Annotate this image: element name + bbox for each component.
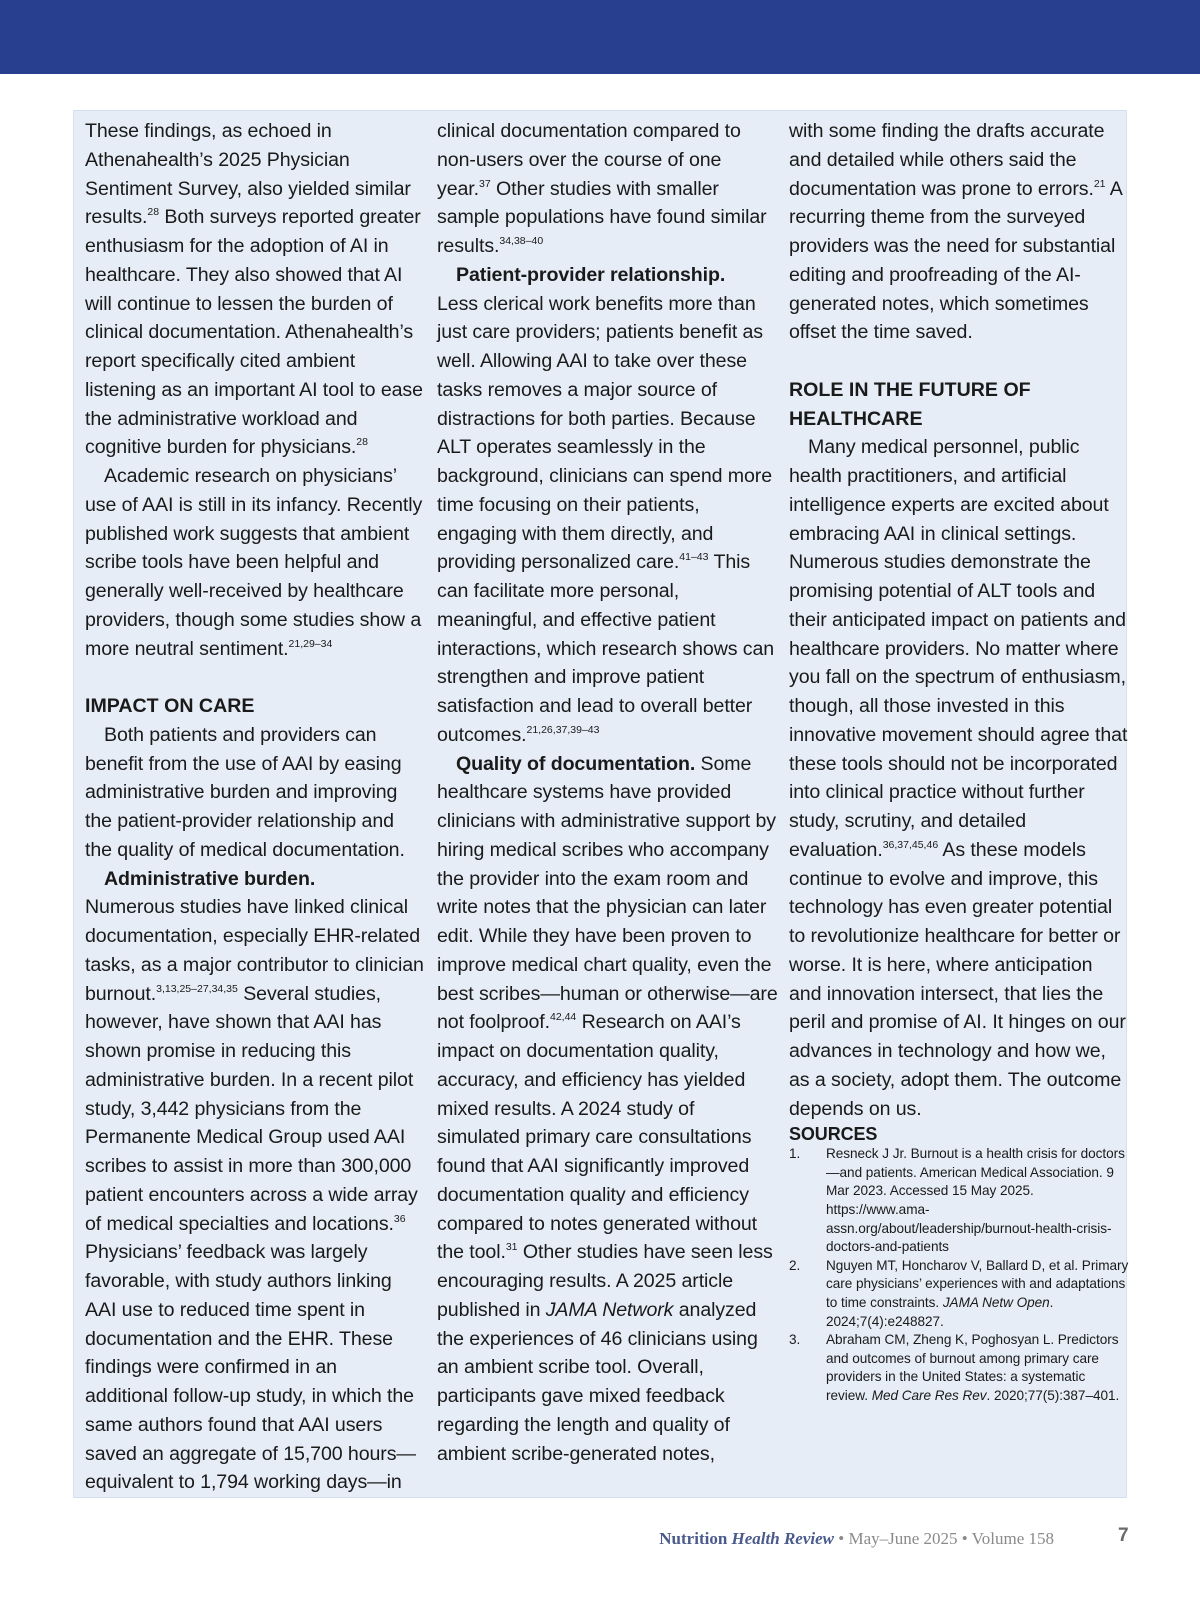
- journal-info: Nutrition Health Review • May–June 2025 • Volume 158: [659, 1529, 1054, 1548]
- paragraph: Many medical personnel, public health practitioners, and artificial intelligence experts are excited about embracing AAI in clinical settings. Numerous studies demonstrate the promising potential of ALT tools and their anticipated impact on patients and healthcare providers. No matter where you fall on the spectrum of enthusiasm, though, all those invested in this innovative movement should agree that these tools should not be incorporated into clinical practice without further study, scrutiny, and detailed evaluation.$^{36,37,45,46}$ As these models continue to evolve and improve, this technology has even greater potential to revolutionize healthcare for better or worse. It is here, where anticipation and innovation intersect, that lies the peril and promise of AI. It hinges on our advances in technology and how we, as a society, adopt them. The outcome depends on us.: [789, 436, 1128, 1120]
- article-column-2: [437, 117, 779, 1468]
- section-heading-role: ROLE IN THE FUTURE OF HEALTHCARE: [789, 378, 1031, 430]
- paragraph: Quality of documentation. Some healthcare systems have provided clinicians with administrative support by hiring medical scribes who accompany the provider into the exam room and write notes that the physician can later edit. While they have been proven to improve medical chart quality, even the best scribes—human or otherwise—are not foolproof.$^{42,44}$ Research on AAI’s impact on documentation quality, accuracy, and efficiency has yielded mixed results. A 2024 study of simulated primary care consultations found that AAI significantly improved documentation quality and efficiency compared to notes generated without the tool.$^{31}$ Other studies have seen less encouraging results. A 2025 article published in JAMA Network analyzed the experiences of 46 clinicians using an ambient scribe tool. Overall, participants gave mixed feedback regarding the length and quality of ambient scribe-generated notes,: [437, 752, 778, 1465]
- section-heading-impact: IMPACT ON CARE: [85, 695, 255, 717]
- paragraph: Numerous studies have linked clinical documentation, especially EHR-related tasks, as a major contributor to clinician burnout.$^{3,13,25-27,34,35}$ Several studies, however, have shown that AAI has shown promise in reducing this administrative burden. In a recent pilot study, 3,442 physicians from the Permanente Medical Group used AAI scribes to assist in more than 300,000 patient encounters across a wide array of medical specialties and locations.$^{36}$ Physicians’ feedback was largely favorable, with study authors linking AAI use to reduced time spent in documentation and the EHR. These findings were confirmed in an additional follow-up study, in which the same authors found that AAI users saved an aggregate of 15,700 hours—equivalent to 1,794 working days—in: [85, 896, 424, 1494]
- source-item: 3. Abraham CM, Zheng K, Poghosyan L. Predictors and outcomes of burnout among primary care providers in the United States: a systematic review. Med Care Res Rev. 2020;77(5):387–401.: [789, 1332, 1120, 1403]
- paragraph: Less clerical work benefits more than just care providers; patients benefit as well. Allowing AAI to take over these tasks removes a major source of distractions for both parties. Because ALT operates seamlessly in the background, clinicians can spend more time focusing on their patients, engaging with them directly, and providing personalized care.$^{41-43}$ This can facilitate more personal, meaningful, and effective patient interactions, which research shows can strengthen and improve patient satisfaction and lead to overall better outcomes.$^{21,26,37,39-43}$: [437, 292, 775, 746]
- article-column-1: [85, 117, 425, 1497]
- paragraph: Academic research on physicians’ use of AAI is still in its infancy. Recently published work suggests that ambient scribe tools have been helpful and generally well-received by healthcare providers, though some studies show a more neutral sentiment.$^{21,29-34}$: [85, 465, 423, 660]
- source-item: 1. Resneck J Jr. Burnout is a health crisis for doctors—and patients. American Medical Association. 9 Mar 2023. Accessed 15 May 2025. https://www.ama-assn.org/about/leadership/burnout-health-crisis-doctors-and-patients: [789, 1146, 1125, 1255]
- article-column-3: [789, 117, 1129, 1406]
- header-band: [0, 0, 1200, 74]
- sources-list: [789, 1145, 1129, 1405]
- source-item: 2. Nguyen MT, Honcharov V, Ballard D, et al. Primary care physicians’ experiences with and adaptations to time constraints. JAMA Netw Open. 2024;7(4):e248827.: [789, 1257, 1129, 1329]
- paragraph: These findings, as echoed in Athenahealth’s 2025 Physician Sentiment Survey, also yielded similar results.$^{28}$ Both surveys reported greater enthusiasm for the adoption of AI in healthcare. They also showed that AI will continue to lessen the burden of clinical documentation. Athenahealth’s report specifically cited ambient listening as an important AI tool to ease the administrative workload and cognitive burden for physicians.$^{28}$: [85, 120, 423, 459]
- paragraph: clinical documentation compared to non-users over the course of one year.$^{37}$ Other studies with smaller sample populations have found similar results.$^{34,38-40}$: [437, 120, 767, 257]
- page-number: 7: [1118, 1525, 1129, 1546]
- paragraph: with some finding the drafts accurate and detailed while others said the documentation was prone to errors.$^{21}$ A recurring theme from the surveyed providers was the need for substantial editing and proofreading of the AI-generated notes, which sometimes offset the time saved.: [789, 120, 1122, 344]
- sources-heading: SOURCES: [789, 1124, 878, 1145]
- paragraph: Both patients and providers can benefit from the use of AAI by easing administrative burden and improving the patient-provider relationship and the quality of medical documentation.: [85, 723, 405, 861]
- subheading-patient-provider: Patient-provider relationship.: [456, 263, 726, 286]
- subheading-quality: Quality of documentation.: [456, 752, 696, 775]
- page-footer: [0, 1525, 1200, 1559]
- subheading-administrative-burden: Administrative burden.: [104, 867, 316, 890]
